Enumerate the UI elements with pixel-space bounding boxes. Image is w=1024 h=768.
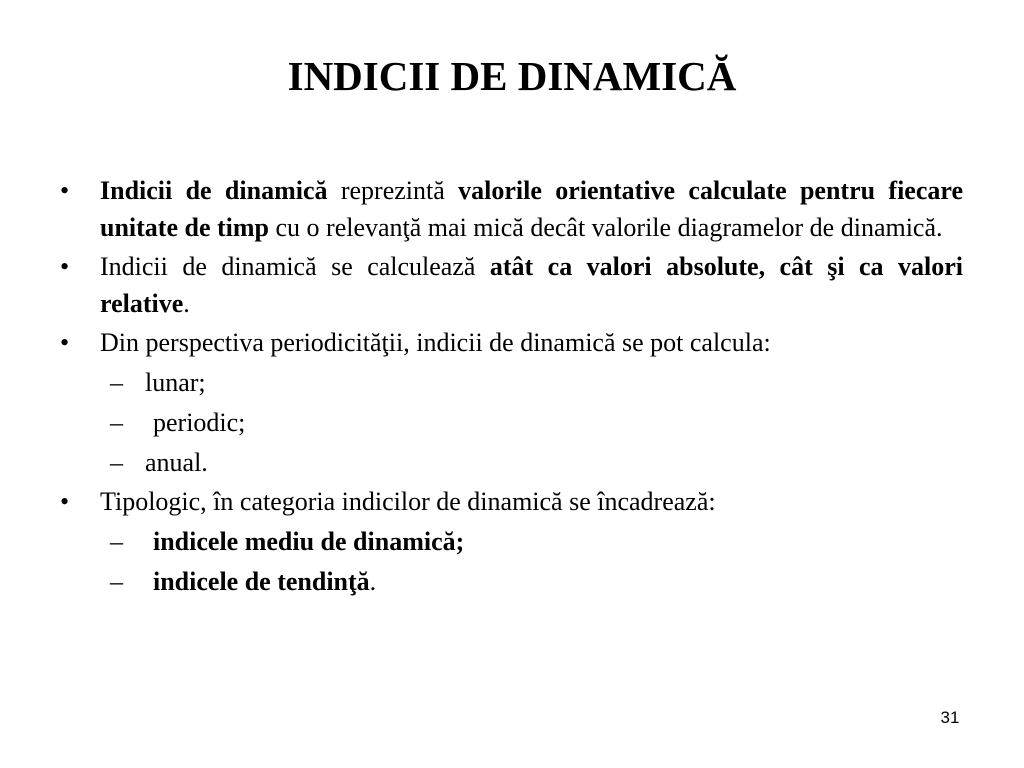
- sub-item: [58, 562, 963, 602]
- sub-item-text-bold: indicele de tendinţă: [153, 567, 370, 596]
- dash-marker: –: [110, 448, 123, 477]
- bullet-marker: •: [60, 487, 70, 516]
- bullet-marker: •: [60, 252, 70, 281]
- bullet-text-bold: valorile orientative calculate pentru fiecare unitate de timp: [100, 176, 963, 242]
- bullet-item: [58, 248, 963, 322]
- dash-marker: –: [110, 368, 123, 397]
- slide-content: [58, 172, 963, 602]
- bullet-text: cu o relevanţă mai mică decât valorile diagramelor de dinamică.: [269, 213, 943, 242]
- bullet-text: Tipologic, în categoria indicilor de dinamică se încadrează:: [100, 487, 716, 516]
- sub-item: [58, 403, 963, 443]
- bullet-text-bold: atât ca valori absolute, cât şi ca valori relative: [100, 252, 963, 318]
- dash-marker: –: [110, 408, 123, 437]
- sub-item-text: lunar;: [145, 368, 206, 397]
- sub-item: [58, 522, 963, 562]
- bullet-text: Din perspectiva periodicităţii, indicii de dinamică se pot calcula:: [100, 328, 771, 357]
- dash-marker: –: [110, 567, 123, 596]
- bullet-text: reprezintă: [327, 176, 459, 205]
- bullet-marker: •: [60, 328, 70, 357]
- sub-item: [58, 443, 963, 483]
- bullet-text-bold: Indicii de dinamică: [100, 176, 328, 205]
- page-number: 31: [940, 708, 960, 727]
- bullet-item: [58, 324, 963, 361]
- sub-item: [58, 363, 963, 403]
- bullet-text: .: [183, 289, 190, 318]
- sub-item-text: anual.: [145, 448, 208, 477]
- slide-title: INDICII DE DINAMICĂ: [287, 53, 737, 99]
- sub-item-text-bold: indicele mediu de dinamică;: [153, 527, 465, 556]
- sub-item-suffix: .: [369, 567, 377, 596]
- bullet-item: [58, 483, 963, 520]
- bullet-marker: •: [60, 176, 70, 205]
- bullet-item: [58, 172, 963, 246]
- sub-item-text: periodic;: [153, 408, 246, 437]
- bullet-text: Indicii de dinamică se calculează: [100, 252, 490, 281]
- dash-marker: –: [110, 527, 123, 556]
